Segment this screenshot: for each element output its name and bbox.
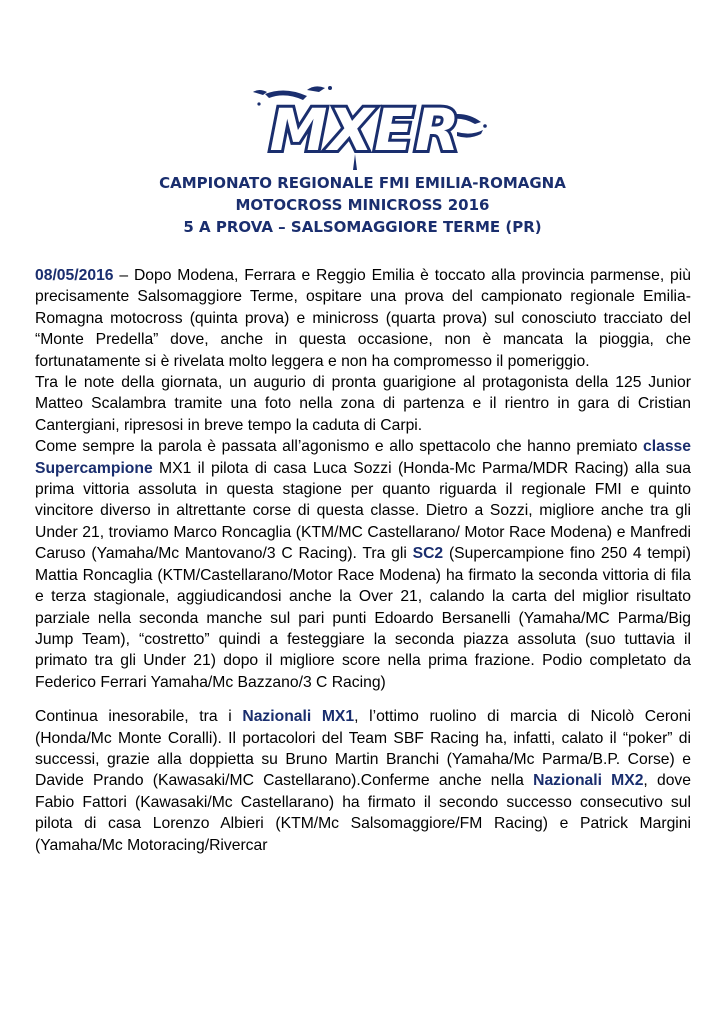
heading-line-1: CAMPIONATO REGIONALE FMI EMILIA-ROMAGNA: [159, 174, 566, 192]
logo-text: MXER: [269, 96, 461, 164]
article-headings: [0, 172, 725, 238]
paragraph-3: [35, 436, 691, 693]
heading-line-2: MOTOCROSS MINICROSS 2016: [235, 196, 490, 214]
class-sc2: SC2: [412, 545, 444, 563]
paragraph-1-text: – Dopo Modena, Ferrara e Reggio Emilia è toccato alla provincia parmense, più precisamente Salsomaggiore Terme, ospitare una prova del campionato regionale Emilia-Romagna motocross (quinta prova) e minicross (quarta prova) sul conosciuto tracciato del “Monte Predella” dove, anche in questa occasione, non è mancata la pioggia, che fortunatamente si è rivelata molto leggera e non ha compromesso il pomeriggio.: [35, 267, 691, 370]
article-date: 08/05/2016: [35, 267, 114, 284]
article-body: [35, 265, 691, 856]
mxer-logo: [245, 82, 490, 172]
class-supercampione: classe Supercampione: [35, 438, 691, 477]
paragraph-4: [35, 706, 691, 856]
paragraph-1: [35, 265, 691, 372]
class-nazionali-mx2: Nazionali MX2: [533, 772, 644, 790]
heading-line-3: 5 A PROVA – SALSOMAGGIORE TERME (PR): [183, 218, 542, 236]
paragraph-3-text-a: Come sempre la parola è passata all’agonismo e allo spettacolo che hanno premiato: [35, 438, 644, 456]
paragraph-4-text-c: , dove Fabio Fattori (Kawasaki/Mc Castellarano) ha firmato il secondo successo consecutivo sul pilota di casa Lorenzo Albieri (KTM/Mc Salsomaggiore/FM Racing) e Patrick Margini (Yamaha/Mc Motoracing/Rivercar: [35, 772, 691, 854]
paragraph-2: Tra le note della giornata, un augurio di pronta guarigione al protagonista della 125 Junior Matteo Scalambra tramite una foto nella zona di partenza e il rientro in gara di Cristian Cantergiani, ripresosi in breve tempo la caduta di Carpi.: [35, 374, 691, 434]
paragraph-3-text-b: MX1 il pilota di casa Luca Sozzi (Honda-Mc Parma/MDR Racing) alla sua prima vittoria assoluta in questa stagione per quanto riguarda il regionale FMI e quinto vincitore diverso in altrettante corse di questa classe. Dietro a Sozzi, migliore anche tra gli Under 21, troviamo Marco Roncaglia (KTM/MC Castellarano/ Motor Race Modena) e Manfredi Caruso (Yamaha/Mc Mantovano/3 C Racing). Tra gli: [35, 459, 691, 563]
paragraph-3-text-c: (Supercampione fino 250 4 tempi) Mattia Roncaglia (KTM/Castellarano/Motor Race Modena) ha firmato la seconda vittoria di fila e terza stagionale, aggiudicandosi anche la Over 21, calando la carta del miglior risultato parziale nella seconda manche sul pari punti Edoardo Bersanelli (Yamaha/MC Parma/Big Jump Team), “costretto” quindi a festeggiare la seconda piazza assoluta (suo tuttavia il primato tra gli Under 21) dopo il migliore score nella prima frazione. Podio completato da Federico Ferrari Yamaha/Mc Bazzano/3 C Racing): [35, 545, 691, 691]
paragraph-4-text-b: , l’ottimo ruolino di marcia di Nicolò Ceroni (Honda/Mc Monte Coralli). Il portacolori del Team SBF Racing ha, infatti, calato il “poker” di successi, grazie alla doppietta su Bruno Martin Branchi (Yamaha/Mc Parma/B.P. Corse) e Davide Prando (Kawasaki/MC Castellarano).Conferme anche nella: [35, 708, 691, 790]
paragraph-4-text-a: Continua inesorabile, tra i: [35, 708, 243, 726]
class-nazionali-mx1: Nazionali MX1: [242, 708, 355, 726]
